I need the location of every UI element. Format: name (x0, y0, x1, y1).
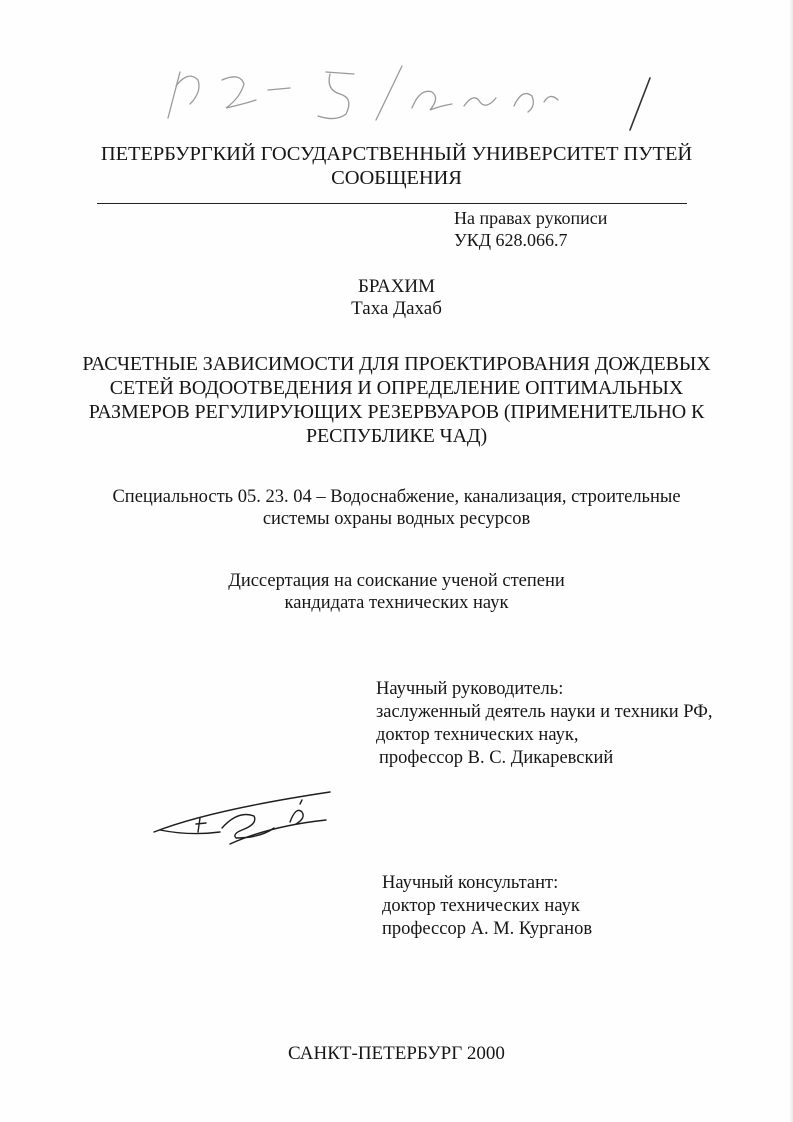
author-block (0, 276, 793, 320)
city-year: САНКТ-ПЕТЕРБУРГ 2000 (288, 1043, 505, 1064)
author-given-names: Таха Дахаб (351, 298, 442, 319)
specialty-block (0, 486, 793, 530)
title-line-3: РАЗМЕРОВ РЕГУЛИРУЮЩИХ РЕЗЕРВУАРОВ (ПРИМЕНИТЕЛЬНО К (88, 401, 705, 423)
supervisor-block (376, 678, 713, 770)
supervisor-honor: заслуженный деятель науки и техники РФ, (376, 702, 713, 722)
author-surname: БРАХИМ (357, 276, 436, 297)
author-signature (150, 788, 340, 848)
title-line-2: СЕТЕЙ ВОДООТВЕДЕНИЯ И ОПРЕДЕЛЕНИЕ ОПТИМАЛЬНЫХ (109, 377, 684, 399)
specialty-line-2: системы охраны водных ресурсов (262, 509, 531, 529)
consultant-degree: доктор технических наук (382, 896, 580, 916)
manuscript-rights-block (454, 207, 607, 251)
manuscript-rights: На правах рукописи (454, 208, 608, 228)
supervisor-heading: Научный руководитель: (376, 679, 564, 699)
degree-line-2: кандидата технических наук (284, 593, 509, 613)
university-line-2: СООБЩЕНИЯ (331, 167, 462, 189)
degree-line-1: Диссертация на соискание ученой степени (228, 571, 565, 591)
university-name (0, 142, 793, 190)
title-line-1: РАСЧЕТНЫЕ ЗАВИСИМОСТИ ДЛЯ ПРОЕКТИРОВАНИЯ ДОЖДЕВЫХ (82, 353, 711, 375)
degree-block (0, 570, 793, 614)
handwritten-archive-mark (140, 58, 670, 138)
udc-code: УКД 628.066.7 (454, 230, 568, 250)
header-divider (97, 203, 687, 204)
consultant-name: профессор А. М. Курганов (382, 919, 593, 939)
specialty-line-1: Специальность 05. 23. 04 – Водоснабжение, канализация, строительные (112, 487, 681, 507)
title-line-4: РЕСПУБЛИКЕ ЧАД) (305, 425, 488, 447)
university-line-1: ПЕТЕРБУРГКИЙ ГОСУДАРСТВЕННЫЙ УНИВЕРСИТЕТ ПУТЕЙ (100, 143, 693, 165)
consultant-heading: Научный консультант: (382, 873, 559, 893)
dissertation-title (0, 352, 793, 448)
archive-mark-slash (630, 78, 650, 130)
supervisor-name: профессор В. С. Дикаревский (379, 748, 614, 768)
supervisor-degree: доктор технических наук, (376, 725, 579, 745)
consultant-block (382, 872, 592, 941)
